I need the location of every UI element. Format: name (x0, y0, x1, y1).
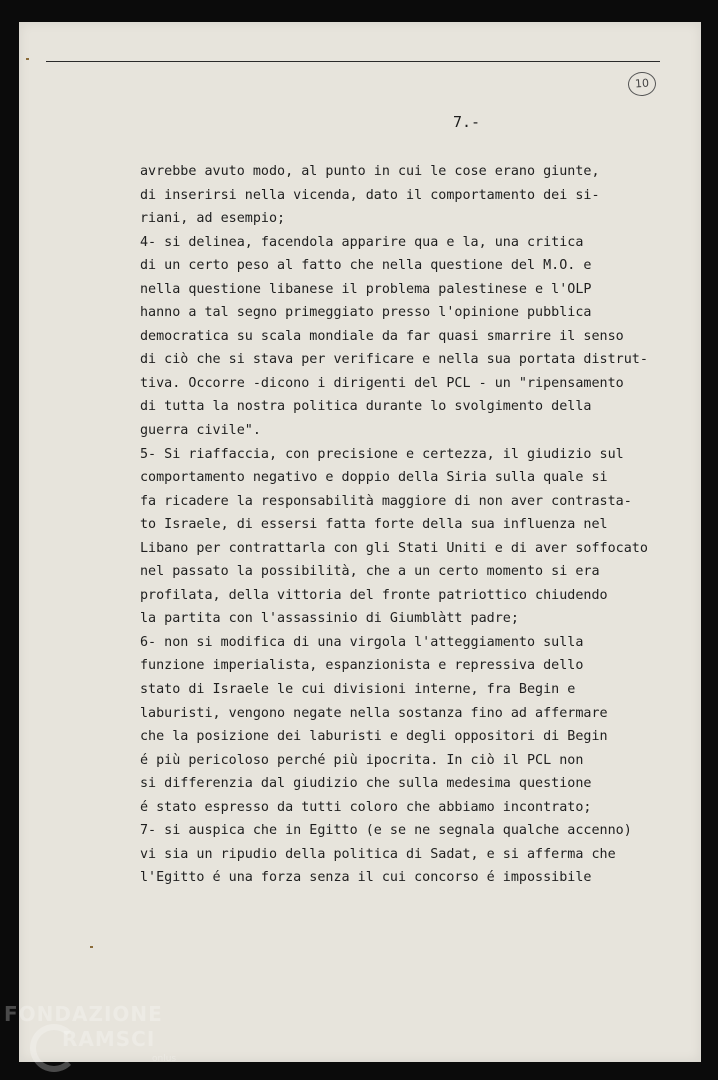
text-line: 6- non si modifica di una virgola l'atteggiamento sulla (140, 634, 584, 650)
text-line: profilata, della vittoria del fronte patriottico chiudendo (140, 587, 608, 603)
text-line: to Israele, di essersi fatta forte della sua influenza nel (140, 517, 608, 533)
text-line: nella questione libanese il problema palestinese e l'OLP (140, 281, 592, 297)
text-line: di ciò che si stava per verificare e nella sua portata distrut- (140, 352, 648, 368)
fondazione-gramsci-watermark (4, 1000, 194, 1080)
text-line: riani, ad esempio; (140, 211, 286, 227)
text-line: nel passato la possibilità, che a un certo momento si era (140, 564, 600, 580)
text-line: l'Egitto é una forza senza il cui concorso é impossibile (140, 870, 592, 886)
text-line: democratica su scala mondiale da far quasi smarrire il senso (140, 328, 624, 344)
text-line: avrebbe avuto modo, al punto in cui le cose erano giunte, (140, 164, 600, 179)
paper-speck (90, 946, 93, 948)
text-line: tiva. Occorre -dicono i dirigenti del PCL - un "ripensamento (140, 375, 624, 391)
text-line: stato di Israele le cui divisioni interne, fra Begin e (140, 682, 576, 698)
pencil-page-annotation: 10 (627, 71, 657, 97)
watermark-line-1: FONDAZIONE (4, 1002, 163, 1026)
text-line: 7- si auspica che in Egitto (e se ne segnala qualche accenno) (140, 823, 632, 839)
page-number: 7.- (453, 113, 481, 131)
text-line: che la posizione dei laburisti e degli oppositori di Begin (140, 729, 608, 745)
text-line: si differenzia dal giudizio che sulla medesima questione (140, 776, 592, 792)
text-line: di un certo peso al fatto che nella questione del M.O. e (140, 258, 592, 274)
text-line: di inserirsi nella vicenda, dato il comportamento dei si- (140, 187, 600, 203)
text-line: Libano per contrattarla con gli Stati Uniti e di aver soffocato (140, 540, 648, 556)
paper-speck (26, 58, 29, 60)
text-line: hanno a tal segno primeggiato presso l'opinione pubblica (140, 305, 592, 321)
text-line: é più pericoloso perché più ipocrita. In ciò il PCL non (140, 752, 584, 768)
text-line: comportamento negativo e doppio della Siria sulla quale si (140, 470, 608, 486)
text-line: é stato espresso da tutti coloro che abbiamo incontrato; (140, 799, 592, 815)
text-line: funzione imperialista, espanzionista e repressiva dello (140, 658, 584, 674)
text-line: laburisti, vengono negate nella sostanza fino ad affermare (140, 705, 608, 721)
text-line: la partita con l'assassinio di Giumblàtt padre; (140, 611, 519, 627)
text-line: 5- Si riaffaccia, con precisione e certezza, il giudizio sul (140, 446, 624, 462)
text-line: di tutta la nostra politica durante lo svolgimento della (140, 399, 592, 415)
text-line: 4- si delinea, facendola apparire qua e la, una critica (140, 234, 584, 250)
text-line: fa ricadere la responsabilità maggiore di non aver contrasta- (140, 493, 632, 509)
body-text (140, 160, 648, 890)
text-line: guerra civile". (140, 423, 261, 439)
watermark-line-2: RAMSCI (62, 1027, 156, 1051)
text-line: vi sia un ripudio della politica di Sadat, e si afferma che (140, 846, 616, 862)
top-rule-line (46, 61, 660, 62)
watermark-onlus: onlus (152, 1054, 177, 1064)
